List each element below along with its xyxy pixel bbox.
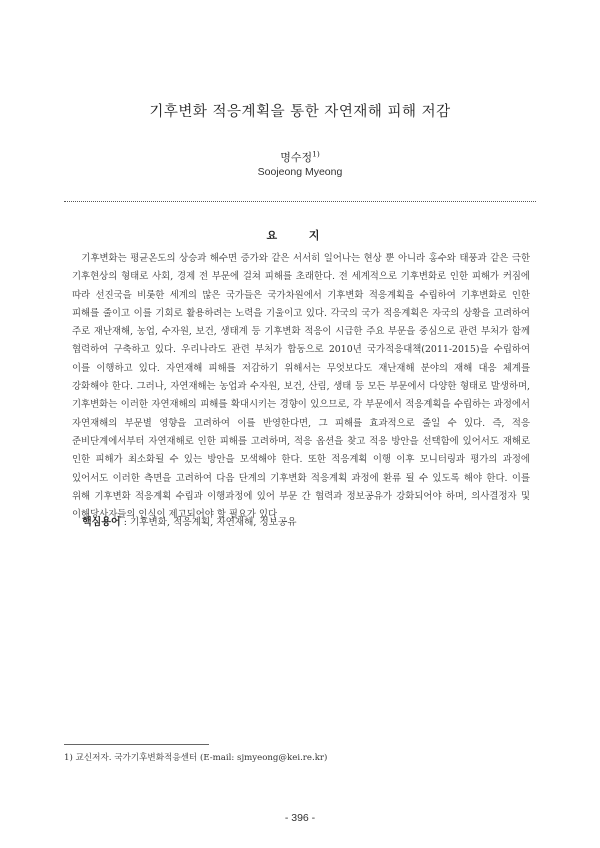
author-footnote-mark: 1) xyxy=(312,149,320,159)
page-number: - 396 - xyxy=(284,812,316,824)
author-name-block xyxy=(0,149,600,165)
footnote-rule xyxy=(64,744,209,745)
author-name: 명수정 xyxy=(280,151,313,164)
keywords-list: 기후변화, 적응계획, 자연재해, 정보공유 xyxy=(129,517,297,528)
author-name-english: Soojeong Myeong xyxy=(257,166,343,178)
keywords-line xyxy=(82,513,532,528)
paper-title: 기후변화 적응계획을 통한 자연재해 피해 저감 xyxy=(149,104,451,120)
keywords-separator: : xyxy=(120,517,130,528)
abstract-heading: 요 지 xyxy=(266,229,334,242)
dotted-divider xyxy=(64,201,536,202)
keywords-label: 핵심용어 xyxy=(82,517,121,528)
abstract-paragraph: 기후변화는 평균온도의 상승과 해수면 증가와 같은 서서히 일어나는 현상 뿐 아니라 홍수와 태풍과 같은 극한 기후현상의 형태로 사회, 경제 전 부문에 걸쳐 피해를 초래한다. 전 세계적으로 기후변화로 인한 피해가 커짐에 따라 선진국을 비롯한 세계의 많은 국가들은 국가차원에서 기후변화 적응계획을 수립하여 기후변화로 인한 피해를 줄이고 이를 기회로 활용하려는 노력을 기울이고 있다. 각국의 국가 적응계획은 자국의 상황을 고려하여 주로 재난재해, 농업, 수자원, 보건, 생태계 등 기후변화 적응이 시급한 주요 부문을 중심으로 관련 부처가 함께 협력하여 구축하고 있다. 우리나라도 관련 부처가 합동으로 2010년 국가적응대책(2011-2015)을 수립하여 이를 이행하고 있다. 자연재해 피해를 저감하기 위해서는 무엇보다도 재난재해 분야의 재해 대응 체계를 강화해야 한다. 그러나, 자연재해는 농업과 수자원, 보건, 산림, 생태 등 모든 부문에서 다양한 형태로 발생하며, 기후변화는 이러한 자연재해의 피해를 확대시키는 경향이 있으므로, 각 부문에서 적응계획을 수립하는 과정에서 자연재해의 부문별 영향을 고려하여 이를 반영한다면, 그 피해를 효과적으로 줄일 수 있다. 즉, 적응 준비단계에서부터 자연재해로 인한 피해를 고려하며, 적응 옵션을 찾고 적응 방안을 선택함에 있어서도 재해로 인한 피해가 최소화될 수 있는 방안을 모색해야 한다. 또한 적응계획 이행 이후 모니터링과 평가의 과정에 있어서도 이러한 측면을 고려하여 다음 단계의 기후변화 적응계획 과정에 환류 될 수 있도록 해야 한다. 이를 위해 기후변화 적응계획 수립과 이행과정에 있어 부문 간 협력과 정보공유가 강화되어야 하며, 의사결정자 및 이해당사자들의 인식이 제고되어야 할 필요가 있다 xyxy=(72,253,530,521)
abstract-body xyxy=(72,250,530,524)
footnote: 1) 교신저자. 국가기후변화적응센터 (E-mail: sjmyeong@kei.re.kr) xyxy=(64,753,328,763)
